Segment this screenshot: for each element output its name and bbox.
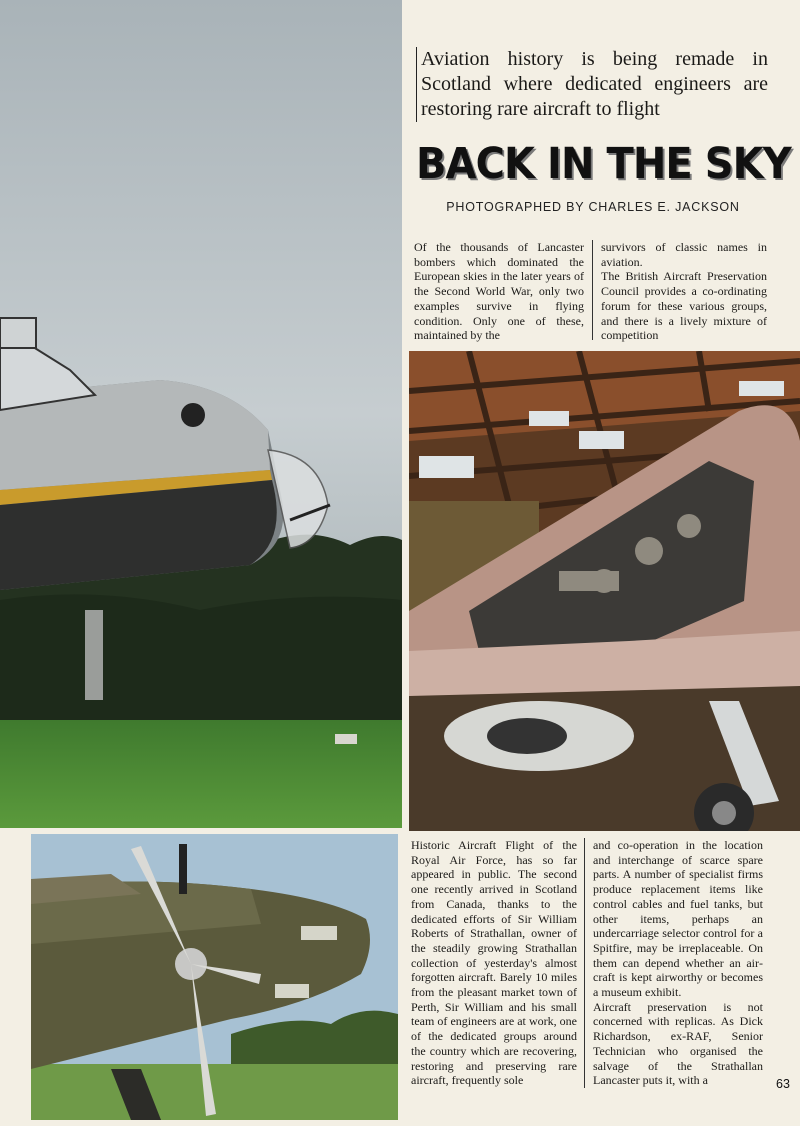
body-paragraph: The British Aircraft Preservation Council provides a co-ordinating forum for these various groups, and there is a lively mixture of competition (601, 269, 767, 343)
body-column-4 (593, 838, 763, 1088)
page-number: 63 (776, 1077, 790, 1091)
body-column-1 (414, 240, 584, 343)
body-paragraph: Historic Aircraft Flight of the Royal Air Force, has so far appeared in public. The second one recently arrived in Scotland from Canada, thanks to the dedicated efforts of Sir William Roberts of Strathallan, owner of the steadily growing Strathallan collection of yesterday's almost forgotten aircraft. Barely 10 miles from the pleasant market town of Perth, Sir William and his small team of engineers are at work, one of the dedicated groups around the country which are recovering, restoring and preserving rare aircraft, frequently sole (411, 838, 577, 1088)
article-deck: Aviation history is being remade in Scotland where dedicated engineers are restoring rare aircraft to flight (416, 47, 768, 122)
article-headline: BACK IN THE SKY (416, 139, 791, 189)
body-column-3 (411, 838, 577, 1088)
body-paragraph: and co-operation in the location and interchange of scarce spare parts. A number of specialist firms produce replacement items like control cables and fuel tanks, but other items, perhaps an undercarriage selector control for a Spitfire, may be irreplaceable. On them can depend whether an aircraft is kept airworthy or becomes a museum exhibit. (593, 838, 763, 1000)
body-paragraph: Of the thousands of Lancaster bombers which dominated the European skies in the later years of the Second World War, only two examples survive in flying condition. Only one of these, maintained by the (414, 240, 584, 343)
body-paragraph: survivors of classic names in aviation. (601, 240, 767, 269)
engine-restoration-photo (409, 351, 800, 831)
photo-credit: PHOTOGRAPHED BY CHARLES E. JACKSON (446, 200, 740, 214)
column-divider (584, 838, 585, 1088)
bomber-nose-photo (31, 834, 398, 1120)
column-divider (592, 240, 593, 340)
lancaster-bomber-photo (0, 0, 402, 828)
body-column-2 (601, 240, 767, 343)
body-paragraph: Aircraft preservation is not concerned with replicas. As Dick Richardson, ex-RAF, Senior Technician who organised the salvage of the Strathallan Lancaster puts it, with a (593, 999, 763, 1088)
